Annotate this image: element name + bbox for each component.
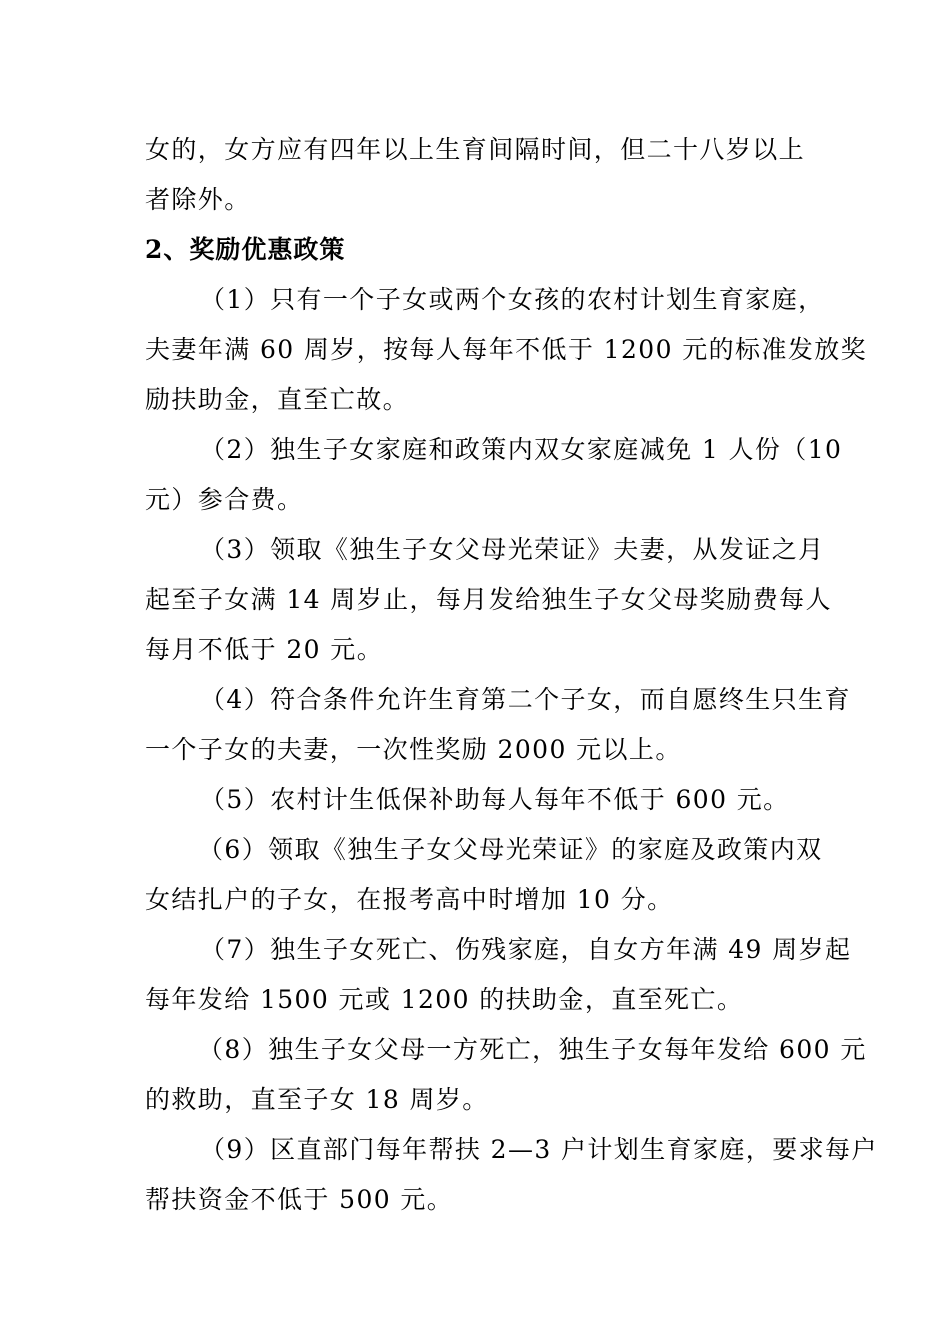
paragraph-line: （9）区直部门每年帮扶 2—3 户计划生育家庭，要求每户 xyxy=(200,1135,878,1164)
paragraph-line: 每月不低于 20 元。 xyxy=(145,635,384,664)
paragraph-line: 者除外。 xyxy=(145,185,251,214)
section-heading: 2、奖励优惠政策 xyxy=(145,235,346,264)
paragraph-line: 的救助，直至子女 18 周岁。 xyxy=(145,1085,489,1114)
paragraph-line: 起至子女满 14 周岁止，每月发给独生子女父母奖励费每人 xyxy=(145,585,832,614)
paragraph-line: 夫妻年满 60 周岁，按每人每年不低于 1200 元的标准发放奖 xyxy=(145,335,868,364)
paragraph-line: 一个子女的夫妻，一次性奖励 2000 元以上。 xyxy=(145,735,682,764)
paragraph-line: （4）符合条件允许生育第二个子女，而自愿终生只生育 xyxy=(200,685,851,714)
paragraph-line: （8）独生子女父母一方死亡，独生子女每年发给 600 元 xyxy=(198,1035,867,1064)
paragraph-line: （5）农村计生低保补助每人每年不低于 600 元。 xyxy=(200,785,790,814)
paragraph-line: （3）领取《独生子女父母光荣证》夫妻，从发证之月 xyxy=(200,535,825,564)
paragraph-line: （6）领取《独生子女父母光荣证》的家庭及政策内双 xyxy=(198,835,823,864)
paragraph-line: （7）独生子女死亡、伤残家庭，自女方年满 49 周岁起 xyxy=(200,935,852,964)
paragraph-line: 元）参合费。 xyxy=(145,485,304,514)
paragraph-line: （2）独生子女家庭和政策内双女家庭减免 1 人份（10 xyxy=(200,435,843,464)
paragraph-line: （1）只有一个子女或两个女孩的农村计划生育家庭， xyxy=(200,285,825,314)
paragraph-line: 每年发给 1500 元或 1200 的扶助金，直至死亡。 xyxy=(145,985,744,1014)
paragraph-line: 励扶助金，直至亡故。 xyxy=(145,385,410,414)
paragraph-line: 帮扶资金不低于 500 元。 xyxy=(145,1185,454,1214)
paragraph-line: 女的，女方应有四年以上生育间隔时间，但二十八岁以上 xyxy=(145,135,806,164)
paragraph-line: 女结扎户的子女，在报考高中时增加 10 分。 xyxy=(145,885,674,914)
